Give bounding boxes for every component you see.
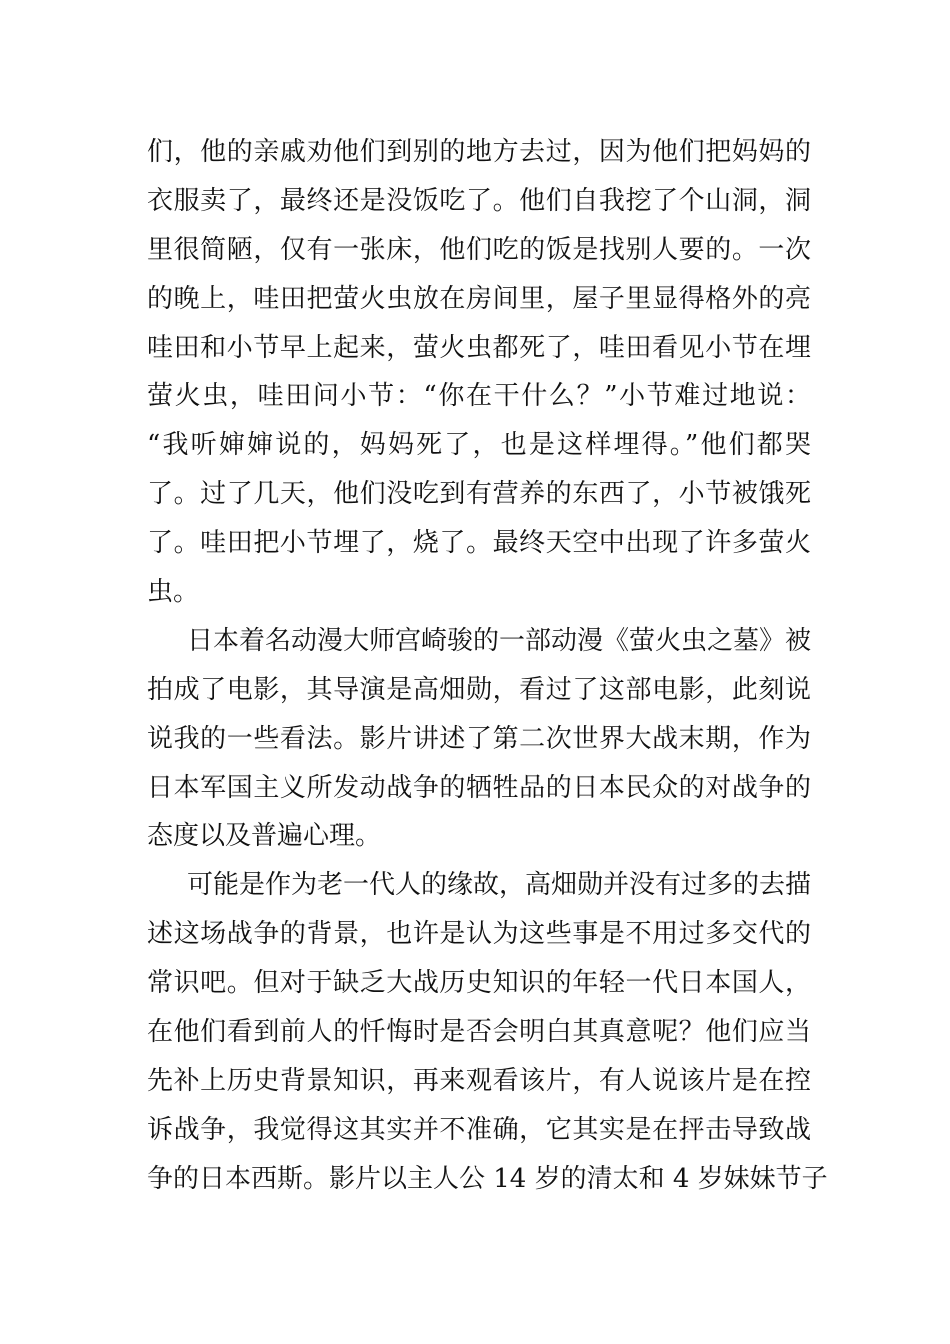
text-line: 先补上历史背景知识，再来观看该片，有人说该片是在控 xyxy=(147,1065,811,1096)
text-line: 日本军国主义所发动战争的牺牲品的日本民众的对战争的 xyxy=(147,772,811,803)
text-line: 日本着名动漫大师宫崎骏的一部动漫《萤火虫之墓》被 xyxy=(187,625,812,656)
text-line: 衣服卖了，最终还是没饭吃了。他们自我挖了个山洞，洞 xyxy=(147,185,811,216)
text-line: 态度以及普遍心理。 xyxy=(147,821,382,852)
text-line: 在他们看到前人的忏悔时是否会明白其真意呢？他们应当 xyxy=(147,1017,811,1048)
text-line: 述这场战争的背景，也许是认为这些事是不用过多交代的 xyxy=(147,919,811,950)
text-line: 里很简陋，仅有一张床，他们吃的饭是找别人要的。一次 xyxy=(147,234,811,265)
text-line: 诉战争，我觉得这其实并不准确，它其实是在抨击导致战 xyxy=(147,1114,811,1145)
text-line: 说我的一些看法。影片讲述了第二次世界大战末期，作为 xyxy=(147,723,811,754)
paragraph-1 xyxy=(147,128,811,617)
text-line: 了。过了几天，他们没吃到有营养的东西了，小节被饿死 xyxy=(147,479,811,510)
text-line: “我听婶婶说的，妈妈死了，也是这样埋得。”他们都哭 xyxy=(147,430,811,461)
text-line: 的晚上，哇田把萤火虫放在房间里，屋子里显得格外的亮 xyxy=(147,283,811,314)
paragraph-2 xyxy=(147,617,811,861)
text-line: 可能是作为老一代人的缘故，高畑勋并没有过多的去描 xyxy=(187,870,812,901)
text-line: 了。哇田把小节埋了，烧了。最终天空中出现了许多萤火 xyxy=(147,528,811,559)
document-body xyxy=(147,128,828,1204)
text-line: 常识吧。但对于缺乏大战历史知识的年轻一代日本国人， xyxy=(147,968,811,999)
paragraph-3 xyxy=(147,861,828,1203)
text-line: 拍成了电影，其导演是高畑勋，看过了这部电影，此刻说 xyxy=(147,674,811,705)
text-line: 萤火虫，哇田问小节：“你在干什么？”小节难过地说： xyxy=(147,381,811,412)
text-line: 们，他的亲戚劝他们到别的地方去过，因为他们把妈妈的 xyxy=(147,137,811,167)
text-line: 哇田和小节早上起来，萤火虫都死了，哇田看见小节在埋 xyxy=(147,332,811,363)
text-line: 虫。 xyxy=(147,577,200,608)
text-line: 争的日本西斯。影片以主人公 14 岁的清太和 4 岁妹妹节子 xyxy=(147,1163,828,1194)
